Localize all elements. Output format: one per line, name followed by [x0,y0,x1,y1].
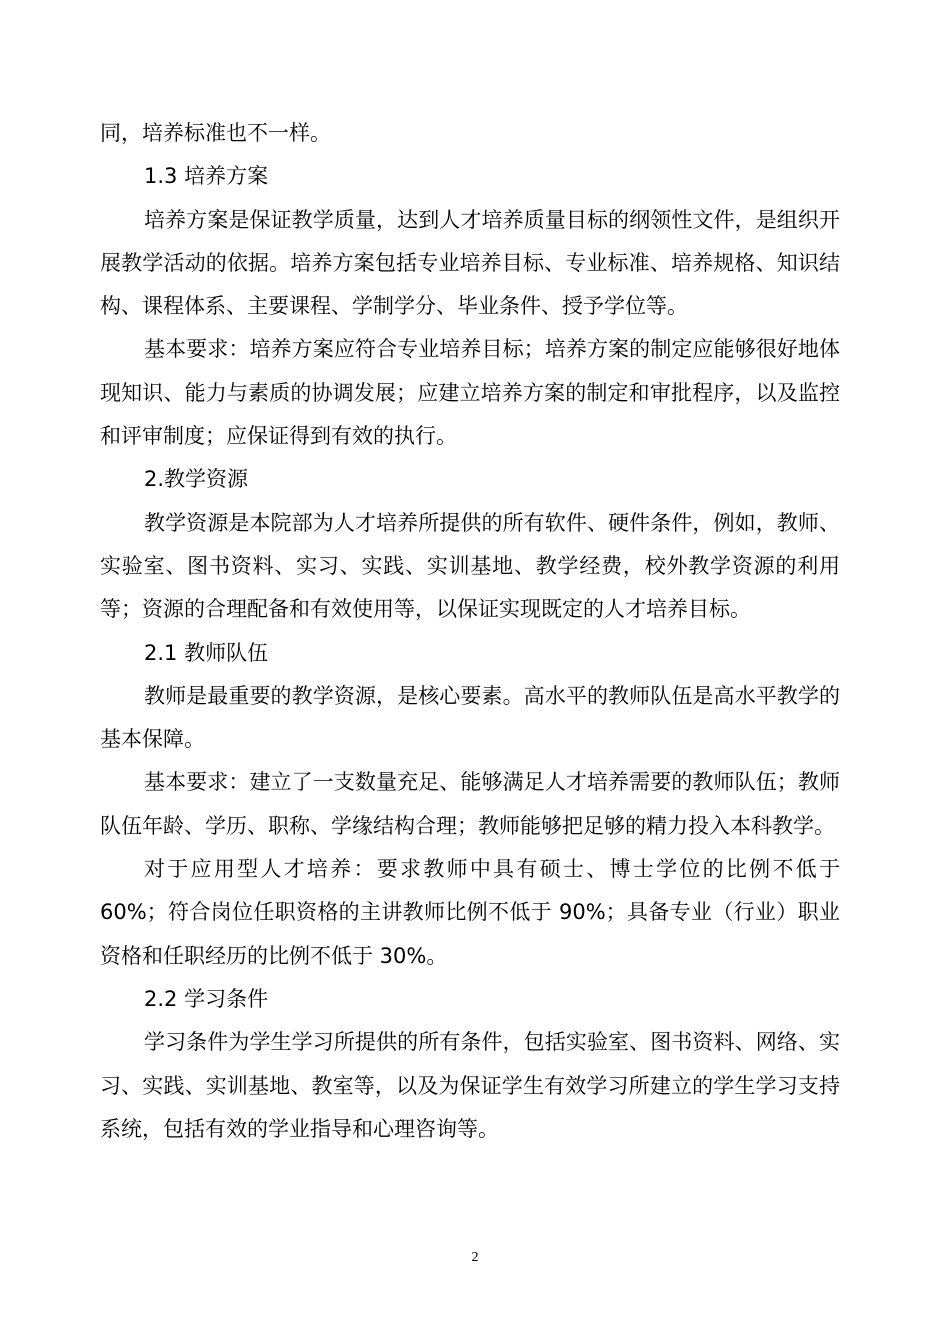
paragraph-training-plan: 培养方案是保证教学质量，达到人才培养质量目标的纲领性文件，是组织开展教学活动的依据。培养方案包括专业培养目标、专业标准、培养规格、知识结构、课程体系、主要课程、学制学分、毕业条件、授予学位等。 [100,207,840,319]
page-number: 2 [471,1250,479,1265]
section-heading-2-1: 2.1 教师队伍 [144,640,269,665]
section-heading-2: 2.教学资源 [144,467,249,492]
paragraph-teachers-requirements: 基本要求：建立了一支数量充足、能够满足人才培养需要的教师队伍；教师队伍年龄、学历、职称、学缘结构合理；教师能够把足够的精力投入本科教学。 [100,770,840,838]
paragraph-training-plan-requirements: 基本要求：培养方案应符合专业培养目标；培养方案的制定应能够很好地体现知识、能力与素质的协调发展；应建立培养方案的制定和审批程序，以及监控和评审制度；应保证得到有效的执行。 [100,337,840,449]
section-heading-2-2: 2.2 学习条件 [144,986,269,1011]
paragraph-continuation: 同，培养标准也不一样。 [100,121,331,145]
document-body [100,112,840,1151]
paragraph-learning-conditions: 学习条件为学生学习所提供的所有条件，包括实验室、图书资料、网络、实习、实践、实训基地、教室等，以及为保证学生有效学习所建立的学生学习支持系统，包括有效的学业指导和心理咨询等。 [100,1030,840,1141]
section-heading-1-3: 1.3 培养方案 [144,164,269,189]
paragraph-teaching-resources: 教学资源是本院部为人才培养所提供的所有软件、硬件条件，例如，教师、实验室、图书资料、实习、实践、实训基地、教学经费，校外教学资源的利用等；资源的合理配备和有效使用等，以保证实现既定的人才培养目标。 [100,510,840,622]
paragraph-teachers: 教师是最重要的教学资源，是核心要素。高水平的教师队伍是高水平教学的基本保障。 [100,683,840,752]
paragraph-applied-training: 对于应用型人才培养：要求教师中具有硕士、博士学位的比例不低于60%；符合岗位任职资格的主讲教师比例不低于 90%；具备专业（行业）职业资格和任职经历的比例不低于 30%。 [100,857,840,968]
